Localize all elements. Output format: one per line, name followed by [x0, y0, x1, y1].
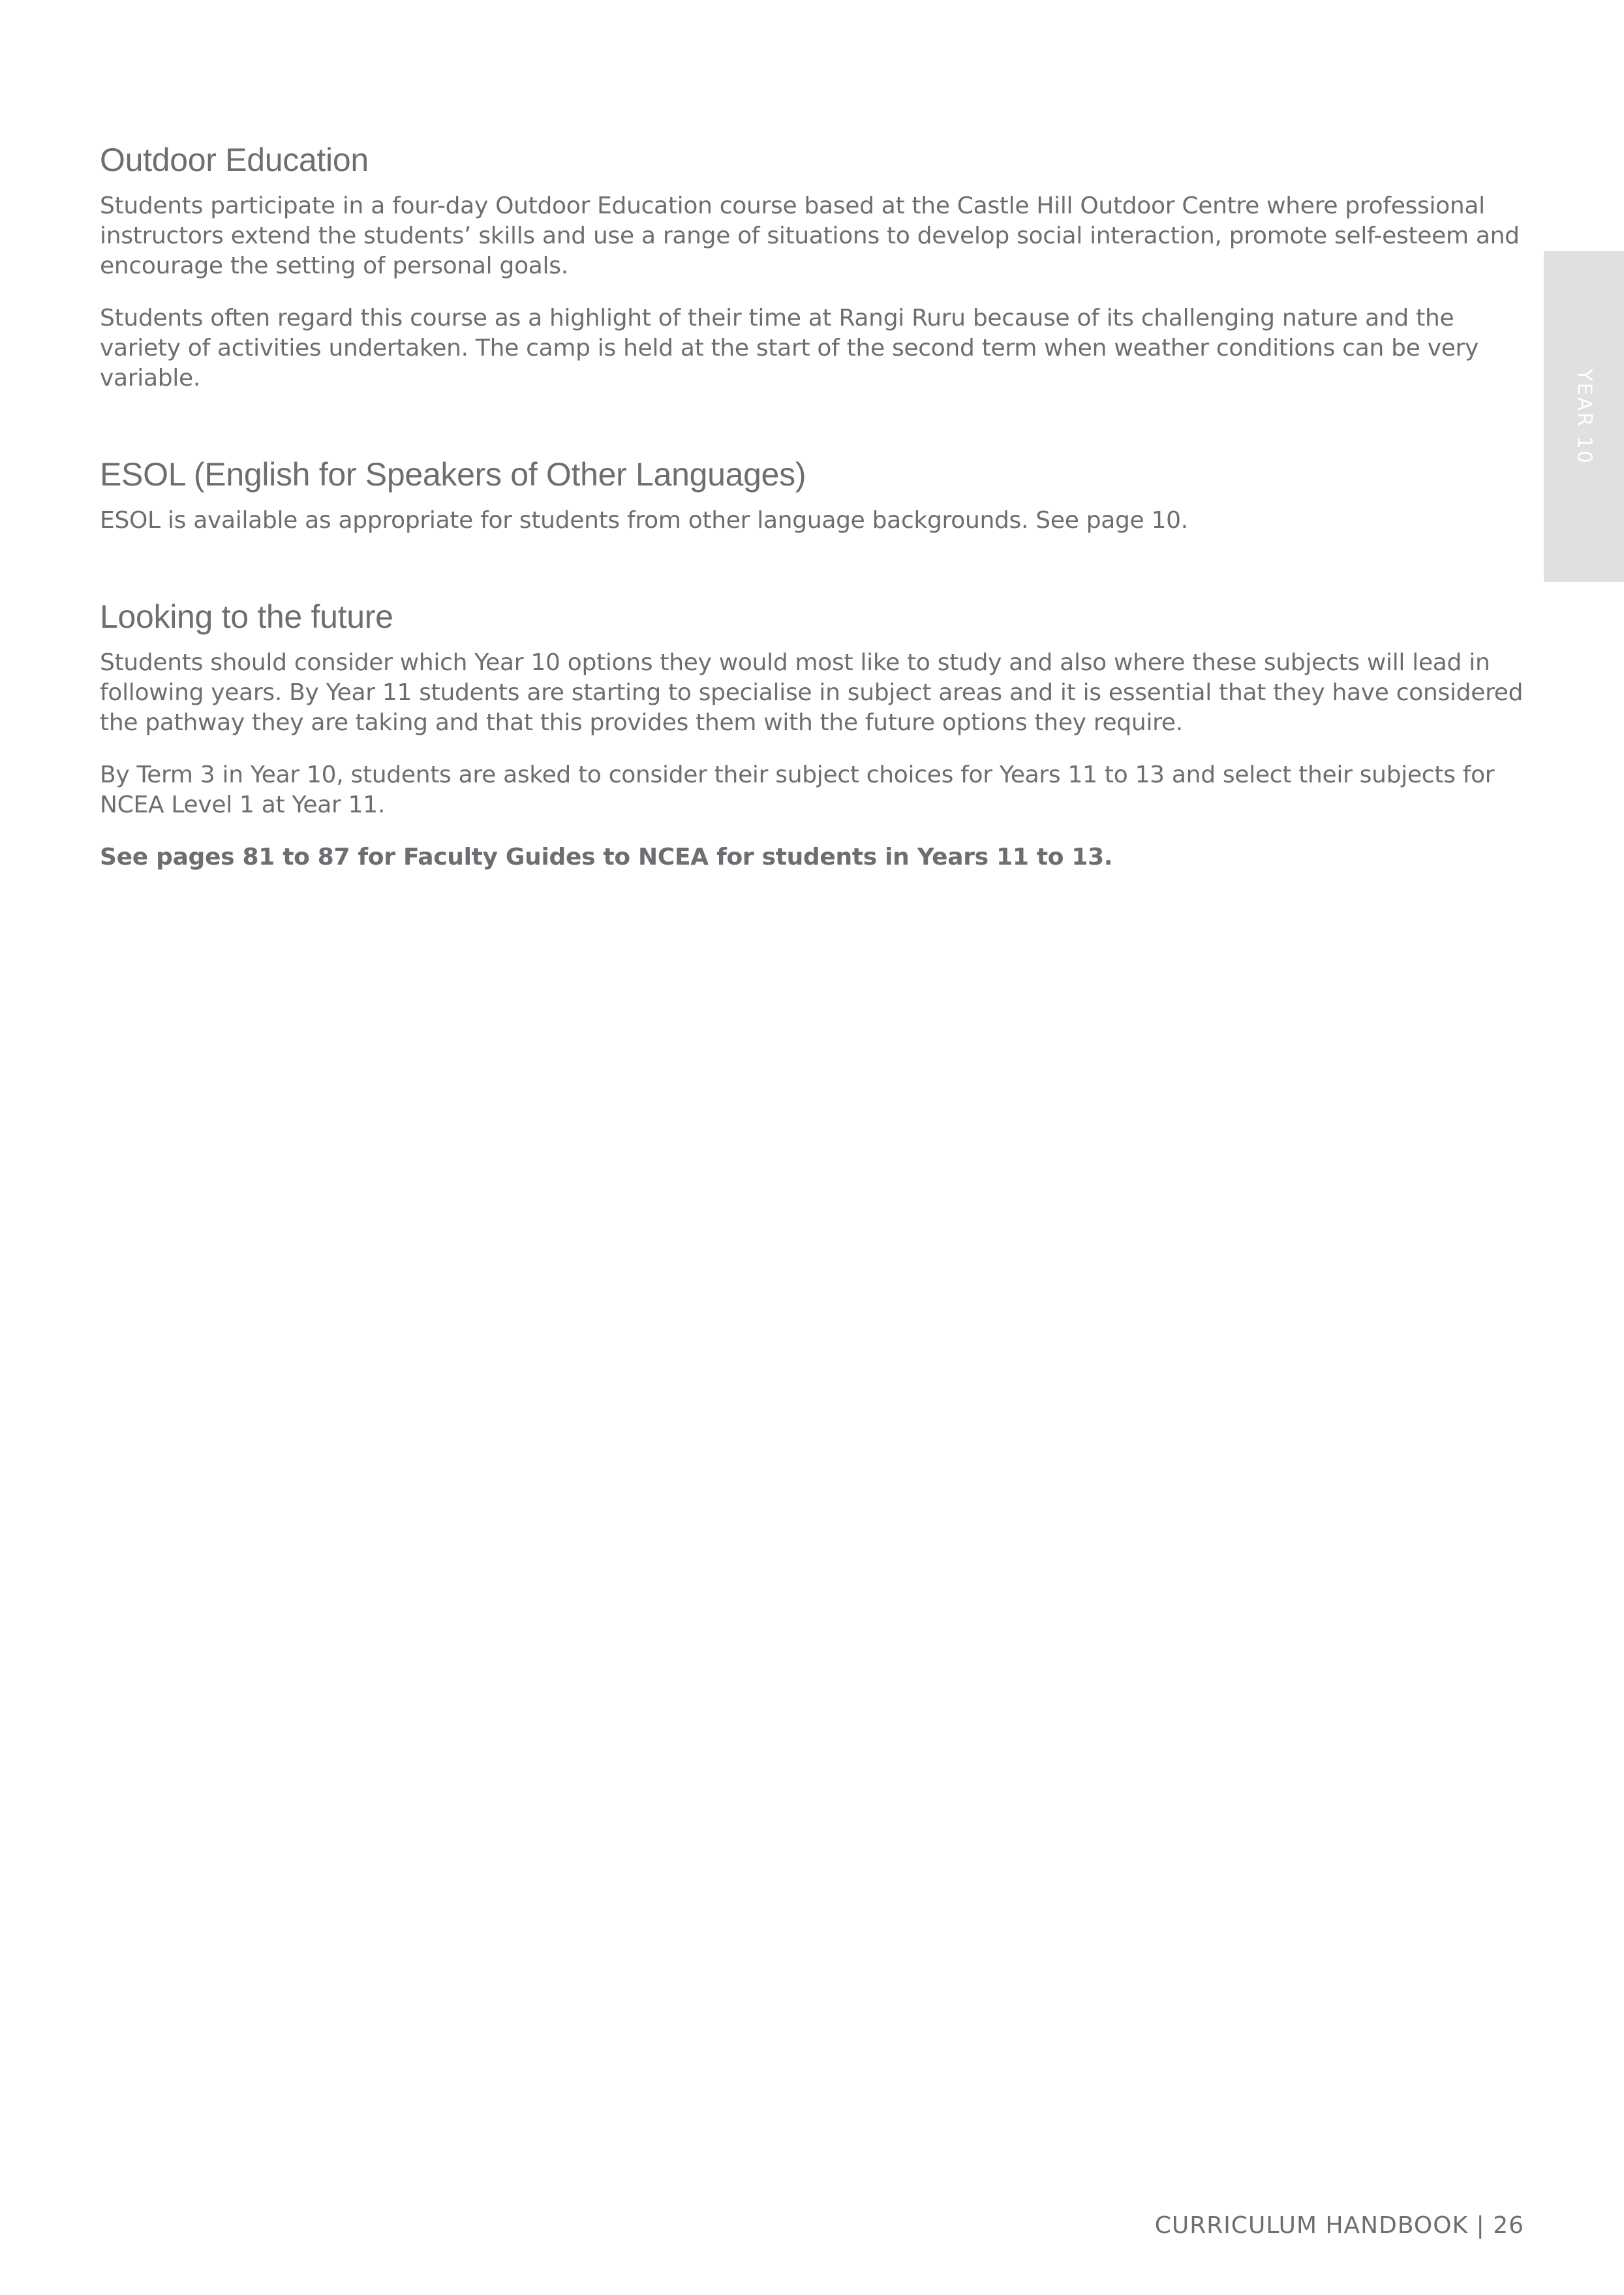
section-heading: Looking to the future — [100, 598, 393, 635]
paragraph: ESOL is available as appropriate for students from other language backgrounds. See page 10. — [100, 507, 1188, 534]
paragraph: Students should consider which Year 10 options they would most like to study and also where these subjects will lead in following years. By Year 11 students are starting to specialise in subject areas and it is essential that they have considered the pathway they are taking and that this provides them with the future options they require. — [100, 649, 1524, 736]
section-heading: Outdoor Education — [100, 142, 369, 178]
year-side-tab — [1544, 251, 1624, 582]
section-esol — [100, 448, 1529, 536]
paragraph-emphasis: See pages 81 to 87 for Faculty Guides to NCEA for students in Years 11 to 13. — [100, 844, 1113, 870]
paragraph: Students participate in a four-day Outdoor Education course based at the Castle Hill Outdoor Centre where professional instructors extend the students’ skills and use a range of situations to develop social interaction, promote self-esteem and encourage the setting of personal goals. — [100, 193, 1520, 279]
section-looking-to-the-future — [100, 591, 1529, 872]
paragraph: Students often regard this course as a highlight of their time at Rangi Ruru because of its challenging nature and the variety of activities undertaken. The camp is held at the start of the second term when weather conditions can be very variable. — [100, 305, 1479, 392]
year-side-tab-label: YEAR 10 — [1572, 368, 1595, 465]
section-heading: ESOL (English for Speakers of Other Languages) — [100, 456, 806, 493]
page-footer: CURRICULUM HANDBOOK | 26 — [1154, 2212, 1524, 2239]
section-outdoor-education — [100, 134, 1529, 393]
paragraph: By Term 3 in Year 10, students are asked to consider their subject choices for Years 11 to 13 and select their subjects for NCEA Level 1 at Year 11. — [100, 762, 1495, 818]
page-content — [100, 134, 1529, 927]
